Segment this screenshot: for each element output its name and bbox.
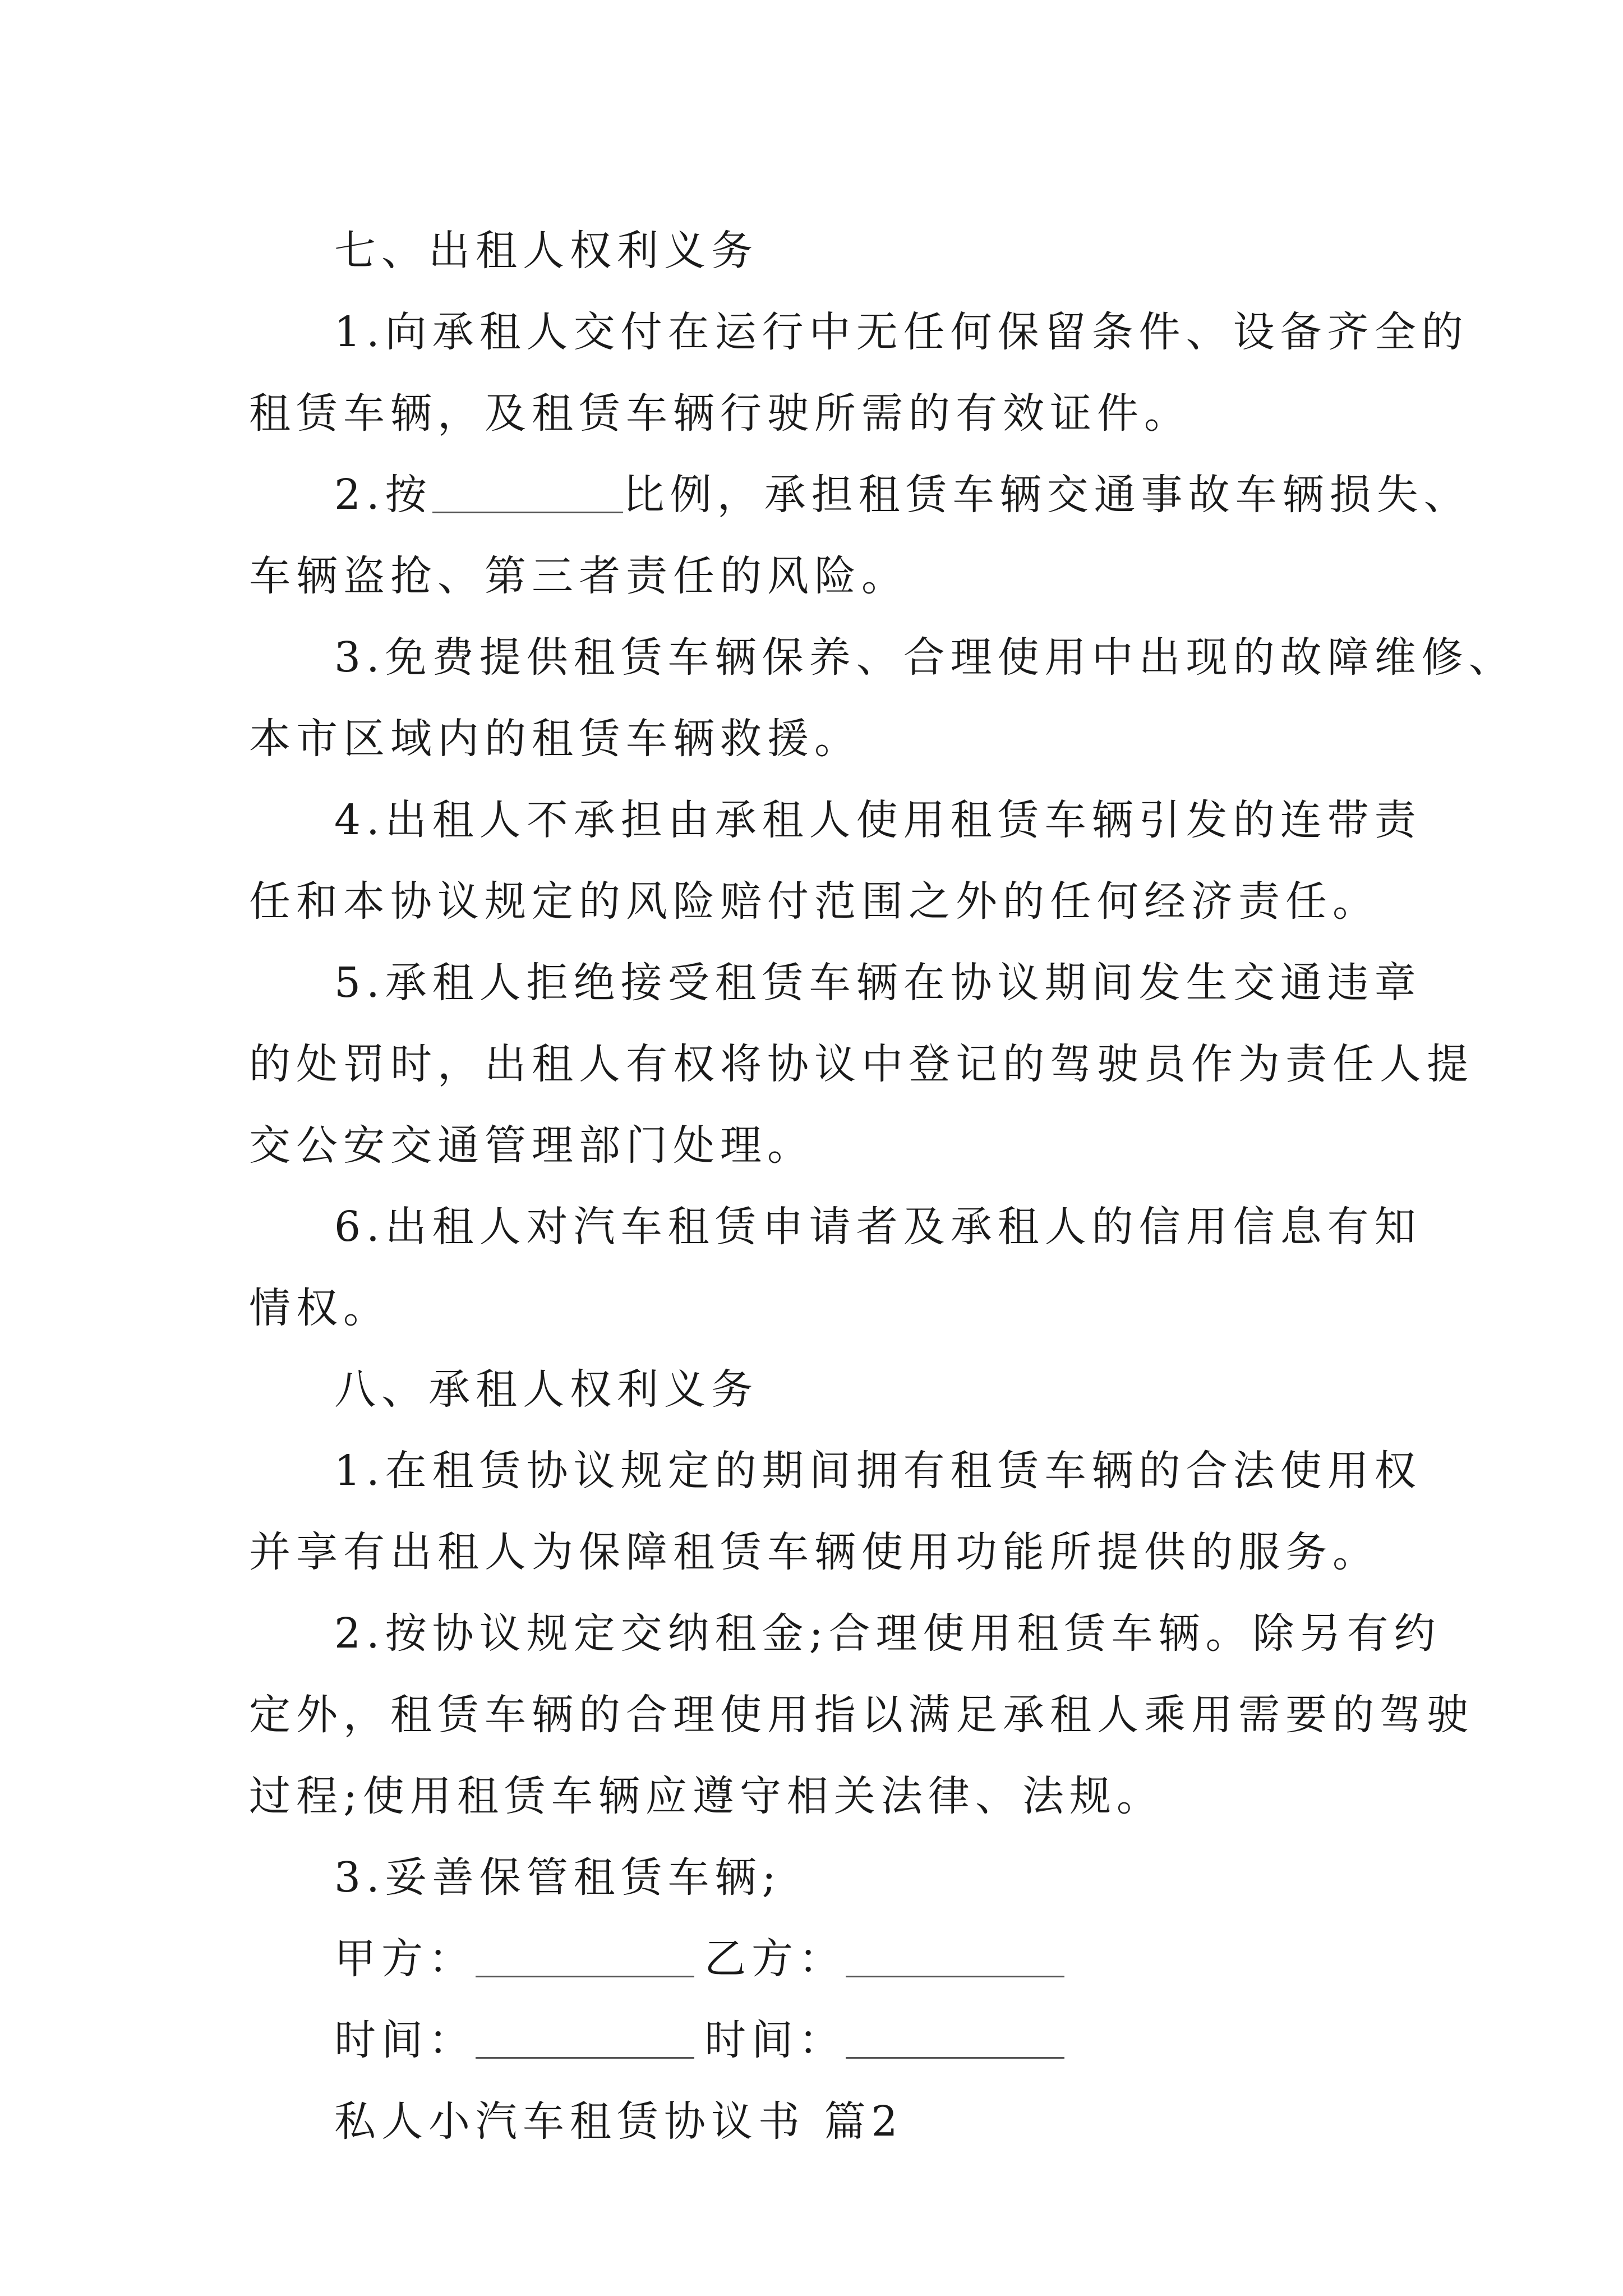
section-heading-8: 八、承租人权利义务 — [334, 1365, 758, 1414]
next-document-title: 私人小汽车租赁协议书 篇2 — [334, 2097, 903, 2146]
party-b-blank — [846, 1935, 1064, 1977]
paragraph-line: 本市区域内的租赁车辆救援。 — [249, 715, 861, 763]
item-prefix: 2.按 — [334, 471, 432, 519]
item-suffix: 比例，承担租赁车辆交通事故车辆损失、 — [623, 471, 1471, 519]
paragraph-line: 2.按协议规定交纳租金;合理使用租赁车辆。除另有约 — [334, 1609, 1441, 1658]
party-a-blank — [476, 1935, 694, 1977]
time-b-signature — [704, 2000, 1075, 2081]
party-b-label: 乙方： — [704, 1935, 846, 1983]
signature-row-dates — [249, 2000, 1393, 2081]
time-b-blank — [846, 2017, 1064, 2059]
paragraph-line: 1.向承租人交付在运行中无任何保留条件、设备齐全的 — [334, 308, 1469, 356]
paragraph-line: 3.免费提供租赁车辆保养、合理使用中出现的故障维修、 — [334, 633, 1516, 682]
paragraph-line: 情权。 — [249, 1284, 390, 1332]
paragraph-line: 过程;使用租赁车辆应遵守相关法律、法规。 — [249, 1772, 1164, 1820]
paragraph-line: 1.在租赁协议规定的期间拥有租赁车辆的合法使用权 — [334, 1447, 1422, 1495]
paragraph-line: 6.出租人对汽车租赁申请者及承租人的信用信息有知 — [334, 1203, 1422, 1251]
time-a-label: 时间： — [334, 2016, 476, 2064]
fill-in-blank — [432, 471, 623, 513]
paragraph-line: 3.妥善保管租赁车辆; — [334, 1853, 782, 1902]
section-heading-7: 七、出租人权利义务 — [334, 227, 758, 275]
party-a-signature — [334, 1918, 704, 2000]
paragraph-line: 并享有出租人为保障租赁车辆使用功能所提供的服务。 — [249, 1528, 1380, 1576]
time-a-signature — [334, 2000, 704, 2081]
paragraph-line: 5.承租人拒绝接受租赁车辆在协议期间发生交通违章 — [334, 959, 1422, 1007]
paragraph-line: 车辆盗抢、第三者责任的风险。 — [249, 552, 909, 600]
paragraph-line: 租赁车辆，及租赁车辆行驶所需的有效证件。 — [249, 389, 1191, 438]
party-b-signature — [704, 1918, 1075, 2000]
paragraph-line: 任和本协议规定的风险赔付范围之外的任何经济责任。 — [249, 877, 1380, 926]
signature-row-parties — [249, 1918, 1393, 2000]
document-body — [249, 210, 1516, 2162]
paragraph-line: 定外，租赁车辆的合理使用指以满足承租人乘用需要的驾驶 — [249, 1691, 1474, 1739]
time-b-label: 时间： — [704, 2016, 846, 2064]
party-a-label: 甲方： — [334, 1935, 476, 1983]
paragraph-line: 4.出租人不承担由承租人使用租赁车辆引发的连带责 — [334, 796, 1422, 844]
paragraph-line: 的处罚时，出租人有权将协议中登记的驾驶员作为责任人提 — [249, 1040, 1474, 1088]
paragraph-line: 交公安交通管理部门处理。 — [249, 1121, 814, 1170]
paragraph-line — [249, 454, 1471, 536]
time-a-blank — [476, 2017, 694, 2059]
